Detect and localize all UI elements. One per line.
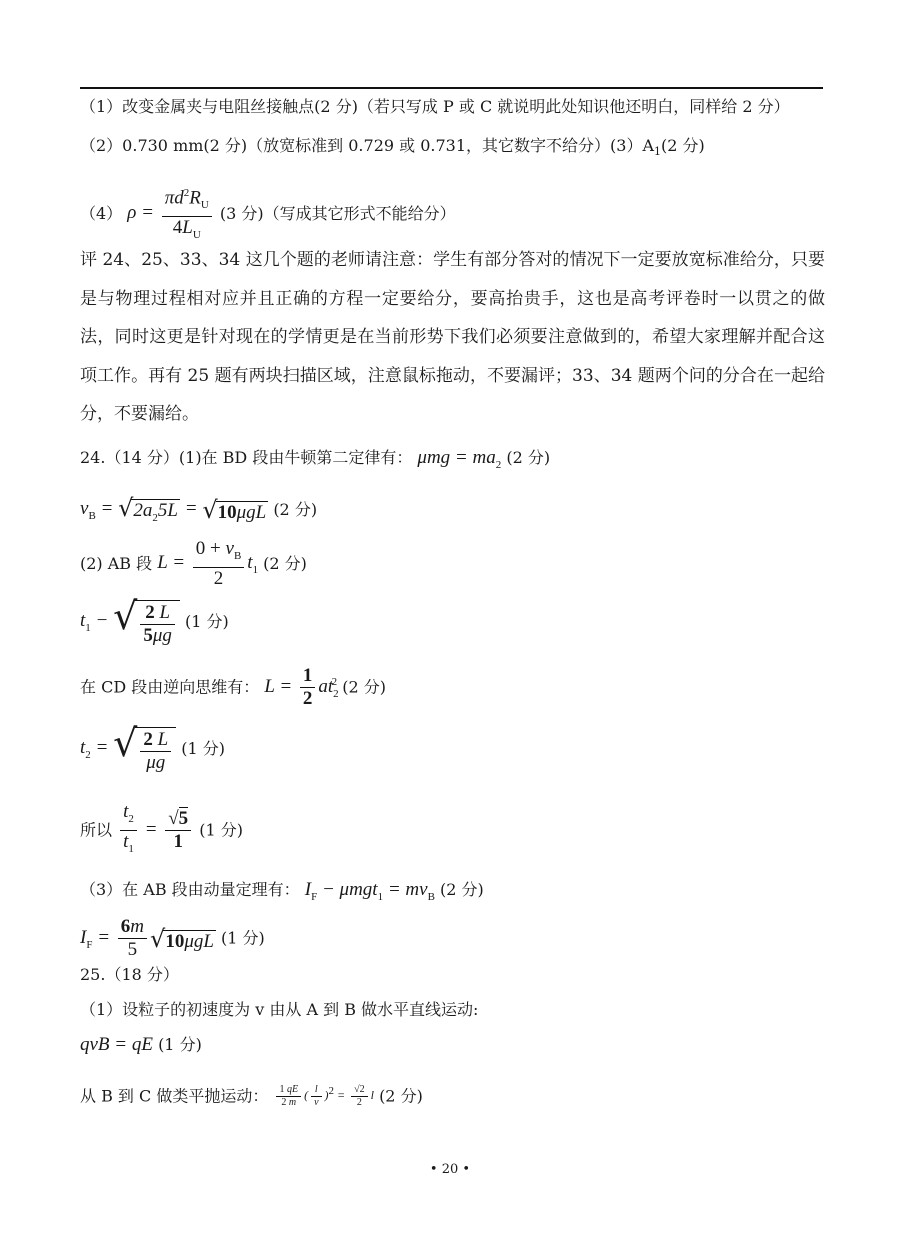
q24-s4-score: (1 分)	[184, 612, 229, 632]
formula-cd: L = $\frac{1}{2}$ $at_2^2$	[264, 665, 339, 709]
q25-line-1: （1）设粒子的初速度为 v 由从 A 到 B 做水平直线运动:	[80, 1000, 479, 1019]
formula-ab: L = $\frac{0 + v_B}{2}$ $t_1$	[157, 538, 259, 589]
formula-rho: ρ = $\frac{\pi d^2R_U}{4L_U}$	[127, 202, 215, 223]
formula-t1: $t_1$ − √ $\frac{2 L}{5\mu g}$	[80, 610, 180, 631]
answer-line-3-label: （4）	[80, 203, 123, 223]
q24-line-6	[80, 721, 226, 774]
q24-s8-label: （3）在 AB 段由动量定理有：	[80, 880, 300, 899]
answer-line-3	[80, 182, 456, 246]
formula-t2: $t_2$ = √ $\frac{2 L}{\mu g}$	[80, 737, 176, 758]
q25-s3-score: (2 分)	[379, 1086, 423, 1106]
formula-newton: $\mu mg = ma_2$	[417, 447, 502, 471]
formula-vb: $v_B = √2a_25L = √10\mu gL$	[80, 494, 267, 524]
q24-s6-score: (1 分)	[181, 739, 226, 759]
q24-line-4	[80, 594, 229, 647]
q24-line-5	[80, 665, 386, 710]
q24-s5-score: (2 分)	[342, 677, 387, 697]
q25-line-2	[80, 1035, 202, 1054]
q24-s3-score: (2 分)	[263, 553, 307, 573]
q24-s7-label: 所以	[80, 820, 113, 840]
page-number: • 20 •	[429, 1162, 471, 1177]
q24-s8-score: (2 分)	[440, 880, 484, 899]
q25-line-3	[80, 1084, 423, 1109]
formula-momentum: $I_F - \mu mgt_1 = mv_B$	[304, 879, 435, 903]
q24-title-line	[80, 448, 550, 471]
q25-s2-score: (1 分)	[158, 1035, 202, 1054]
answer-line-1: （1）改变金属夹与电阻丝接触点(2 分)（若只写成 P 或 C 就说明此处知识他还明白，同样给 2 分）	[80, 97, 790, 116]
answer-line-2-text: （2）0.730 mm(2 分)（放宽标准到 0.729 或 0.731，其它数字不给分）(3）A	[80, 136, 655, 155]
q24-s1-score: (2 分)	[506, 448, 551, 467]
q24-s7-score: (1 分)	[199, 820, 244, 840]
q24-s2-score: (2 分)	[273, 499, 318, 519]
q25-s3-label: 从 B 到 C 做类平抛运动：	[80, 1086, 269, 1106]
formula-projectile: $\frac{1 qE}{2 m}$ ( $\frac{l}{v}$ )$^2$ = $\frac{√2}{2}$ l	[273, 1088, 374, 1102]
q24-line-3	[80, 538, 307, 590]
answer-line-2	[80, 138, 705, 157]
answer-line-2-sub: 1	[654, 145, 662, 159]
formula-balance: qvB = qE	[80, 1034, 153, 1055]
q24-line-9	[80, 916, 265, 961]
q24-line-2	[80, 496, 317, 524]
q24-line-8	[80, 880, 484, 903]
q24-s3-label: (2) AB 段	[80, 553, 153, 573]
formula-if: $I_F$ = $\frac{6m}{5}$ √10μgL	[80, 916, 214, 960]
q25-title: 25.（18 分）	[80, 965, 179, 984]
q24-title: 24.（14 分）(1)在 BD 段由牛顿第二定律有：	[80, 448, 413, 467]
answer-line-3-note: (3 分)（写成其它形式不能给分）	[219, 203, 456, 223]
formula-ratio: $\frac{t_2}{t_1}$ = $\frac{√5}{1}$	[117, 819, 194, 840]
q24-s9-score: (1 分)	[221, 928, 265, 948]
q24-line-7	[80, 801, 243, 860]
answer-line-2-score: (2 分)	[661, 136, 705, 155]
q24-s5-label: 在 CD 段由逆向思维有：	[80, 677, 260, 697]
top-rule	[80, 87, 823, 89]
grading-notice: 评 24、25、33、34 这几个题的老师请注意：学生有部分答对的情况下一定要放宽标准给分，只要是与物理过程相对应并且正确的方程一定要给分，要高抬贵手，这也是高考评卷时一以贯之的做法，同时这更是针对现在的学情更是在当前形势下我们必须要注意做到的，希望大家理解并配合这项工作。再有 25 题有两块扫描区域，注意鼠标拖动，不要漏评；33、34 题两个问的分合在一起给分，不要漏给。	[80, 250, 825, 424]
